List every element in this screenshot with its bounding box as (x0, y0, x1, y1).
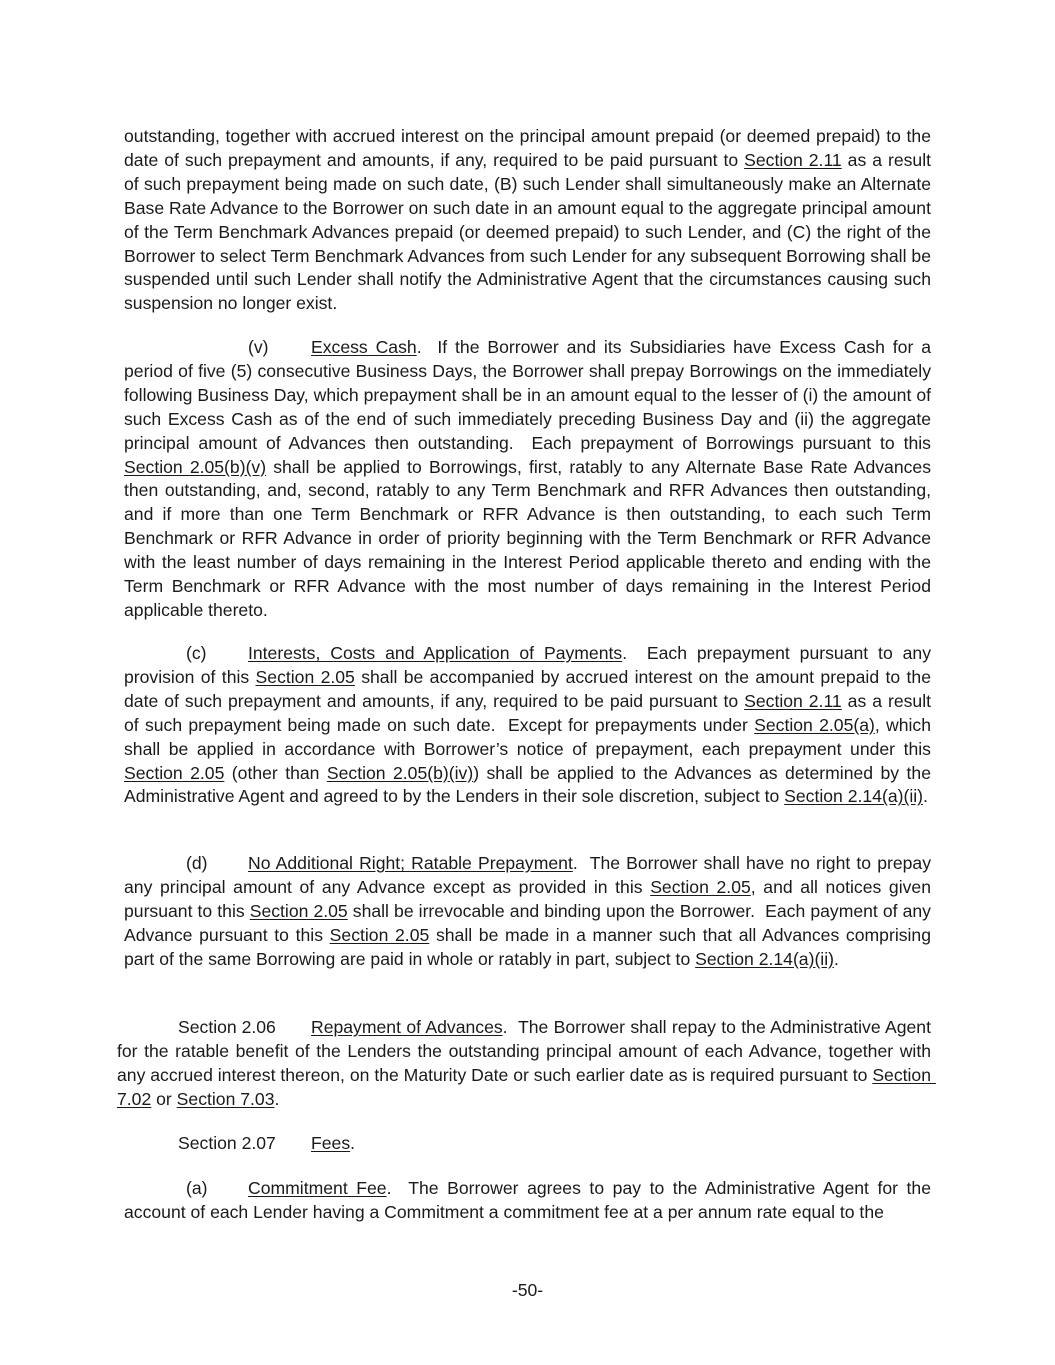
text: ) shall be applied to the Advances as determined by the Administrative Agent and agreed to by the Lenders in their sole discretion, subject to (124, 762, 935, 807)
section-2-06 (117, 1016, 936, 1112)
clause-heading: Commitment Fee (248, 1178, 387, 1198)
text: shall be applied to Borrowings, first, ratably to any Alternate Base Rate Advances then outstanding, and, second, ratably to any Term Benchmark and RFR Advances then outstanding, and if more than one Term Benchmark or RFR Advance is then outstanding, to each such Term Benchmark or RFR Advance in order of priority beginning with the Term Benchmark or RFR Advance with the least number of days remaining in the Interest Period applicable thereto and ending with the Term Benchmark or RFR Advance with the most number of days remaining in the Interest Period applicable thereto. (124, 456, 936, 620)
text: (other than (224, 762, 327, 783)
section-2-07 (117, 1132, 931, 1156)
paragraph-commitment-fee (124, 1177, 936, 1225)
section-reference: Section 2.05(a) (754, 714, 875, 735)
section-reference: Section 2.05 (249, 900, 348, 921)
clause-label: (v) (248, 337, 269, 357)
paragraph-interests-costs (124, 642, 936, 809)
section-heading: Repayment of Advances (311, 1017, 503, 1037)
paragraph-no-additional-right (124, 852, 936, 972)
section-reference: Section 2.14(a)(ii) (695, 948, 834, 969)
text: outstanding, together with accrued interest on the principal amount prepaid (or deemed prepaid) to the date of such prepayment and amounts, if any, required to be paid pursuant to (124, 126, 936, 170)
section-reference: Section 2.05(b)(v) (124, 456, 267, 477)
clause-label: (a) (186, 1178, 208, 1198)
text: or (151, 1088, 177, 1109)
text: as a result of such prepayment being made on such date, (B) such Lender shall simultaneously make an Alternate Base Rate Advance to the Borrower on such date in an amount equal to the aggregate principal amount of the Term Benchmark Advances prepaid (or deemed prepaid) to such Lender, and (C) the right of the Borrower to select Term Benchmark Advances from such Lender for any subsequent Borrowing shall be suspended until such Lender shall notify the Administrative Agent that the circumstances causing such suspension no longer exist. (124, 149, 936, 314)
section-reference: Section 2.05 (255, 666, 355, 687)
text: . If the Borrower and its Subsidiaries have Excess Cash for a period of five (5) consecutive Business Days, the Borrower shall prepay Borrowings on the immediately following Business Day, which prepayment shall be in an amount equal to the lesser of (i) the amount of such Excess Cash as of the end of such immediately preceding Business Day and (ii) the aggregate principal amount of Advances then outstanding. Each prepayment of Borrowings pursuant to this (124, 337, 936, 453)
section-reference: Section 7.03 (176, 1088, 275, 1109)
text: . (274, 1088, 280, 1109)
clause-heading: Excess Cash (311, 337, 417, 357)
text: , which shall be applied in accordance with Borrower’s notice of prepayment, each prepayment under this (124, 714, 936, 759)
paragraph-continuation (124, 125, 936, 316)
clause-label: (d) (186, 853, 208, 873)
section-label: Section 2.06 (178, 1017, 276, 1037)
page-number: -50- (511, 1280, 544, 1300)
section-reference: Section 2.11 (744, 690, 842, 711)
section-reference: Section 7.02 (117, 1064, 936, 1109)
text: . The Borrower shall repay to the Administrative Agent for the ratable benefit of the Lenders the outstanding principal amount of each Advance, together with any accrued interest thereon, on the Maturity Date or such earlier date as is required pursuant to (117, 1017, 936, 1085)
section-reference: Section 2.05 (329, 924, 430, 945)
section-label: Section 2.07 (178, 1133, 276, 1153)
clause-heading: No Additional Right; Ratable Prepayment (248, 853, 573, 873)
section-reference: Section 2.11 (744, 149, 842, 170)
text: , and all notices given pursuant to this (124, 876, 936, 921)
section-reference: Section 2.05 (650, 876, 751, 897)
section-reference: Section 2.05 (124, 762, 225, 783)
section-heading: Fees (311, 1133, 351, 1153)
text: as a result of such prepayment being made on such date. Except for prepayments under (124, 690, 936, 735)
text: . (833, 948, 839, 969)
text: shall be accompanied by accrued interest on the amount prepaid to the date of such prepayment and amounts, if any, required to be paid pursuant to (124, 666, 936, 711)
clause-heading: Interests, Costs and Application of Payments (248, 643, 623, 663)
text: . The Borrower shall have no right to prepay any principal amount of any Advance except as provided in this (124, 853, 936, 897)
paragraph-excess-cash (124, 336, 936, 623)
text: . (350, 1133, 356, 1153)
text: . The Borrower agrees to pay to the Administrative Agent for the account of each Lender having a Commitment a commitment fee at a per annum rate equal to the (124, 1178, 936, 1222)
text: shall be made in a manner such that all Advances comprising part of the same Borrowing are paid in whole or ratably in part, subject to (124, 924, 936, 969)
text: . (923, 786, 928, 807)
clause-label: (c) (186, 643, 207, 663)
text: . Each prepayment pursuant to any provision of this (124, 643, 936, 687)
section-reference: Section 2.05(b)(iv) (326, 762, 474, 783)
text: shall be irrevocable and binding upon the Borrower. Each payment of any Advance pursuant to this (124, 900, 935, 945)
section-reference: Section 2.14(a)(ii) (784, 786, 924, 807)
